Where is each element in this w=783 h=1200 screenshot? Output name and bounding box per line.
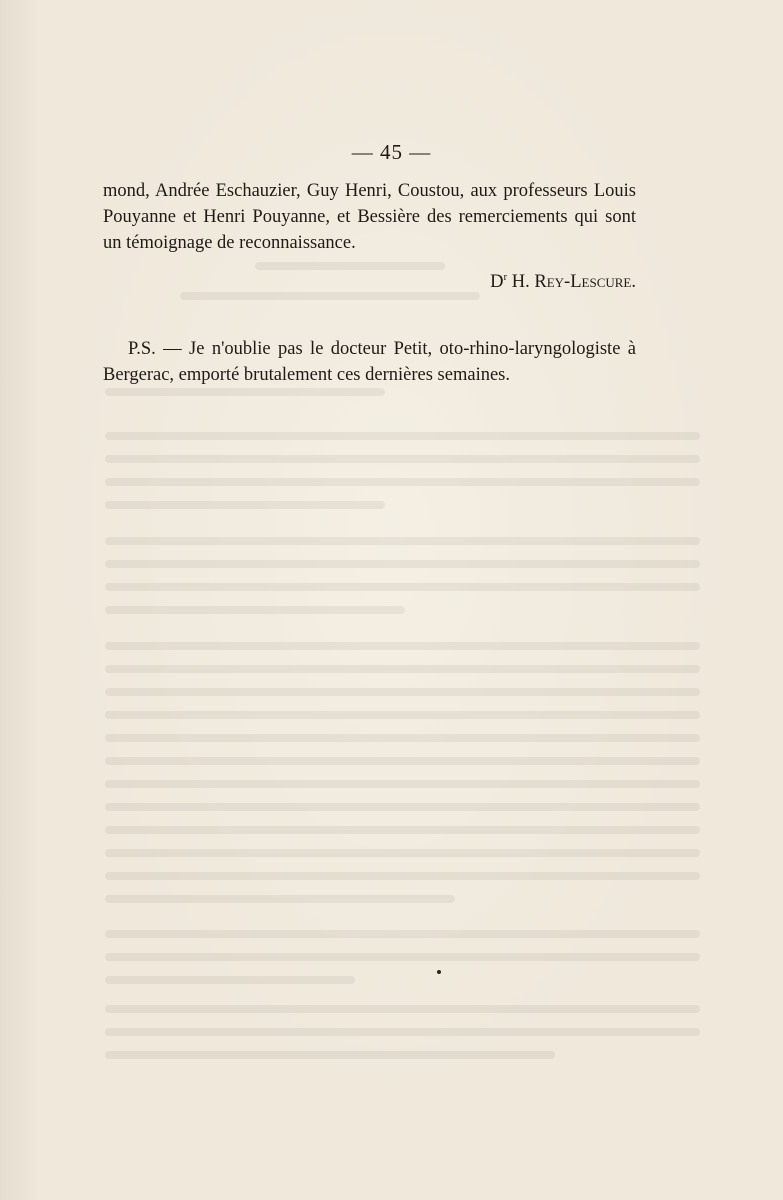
signature-title: D	[490, 272, 504, 293]
page-number: — 45 —	[351, 140, 432, 164]
stray-dot-mark	[437, 970, 441, 974]
paragraph-acknowledgements: mond, Andrée Eschauzier, Guy Henri, Coustou, aux professeurs Louis Pouyanne et Henri Pouyanne, et Bessière des remerciements qui sont un témoignage de reconnaissance.	[103, 181, 636, 253]
postscript-paragraph: P.S. — Je n'oublie pas le docteur Petit, oto-rhino-laryngologiste à Bergerac, emporté brutalement ces dernières semaines.	[103, 339, 636, 385]
signature-name: H. Rey-Lescure.	[507, 272, 636, 293]
signature-title-superscript: r	[503, 271, 508, 283]
signature	[490, 264, 636, 295]
